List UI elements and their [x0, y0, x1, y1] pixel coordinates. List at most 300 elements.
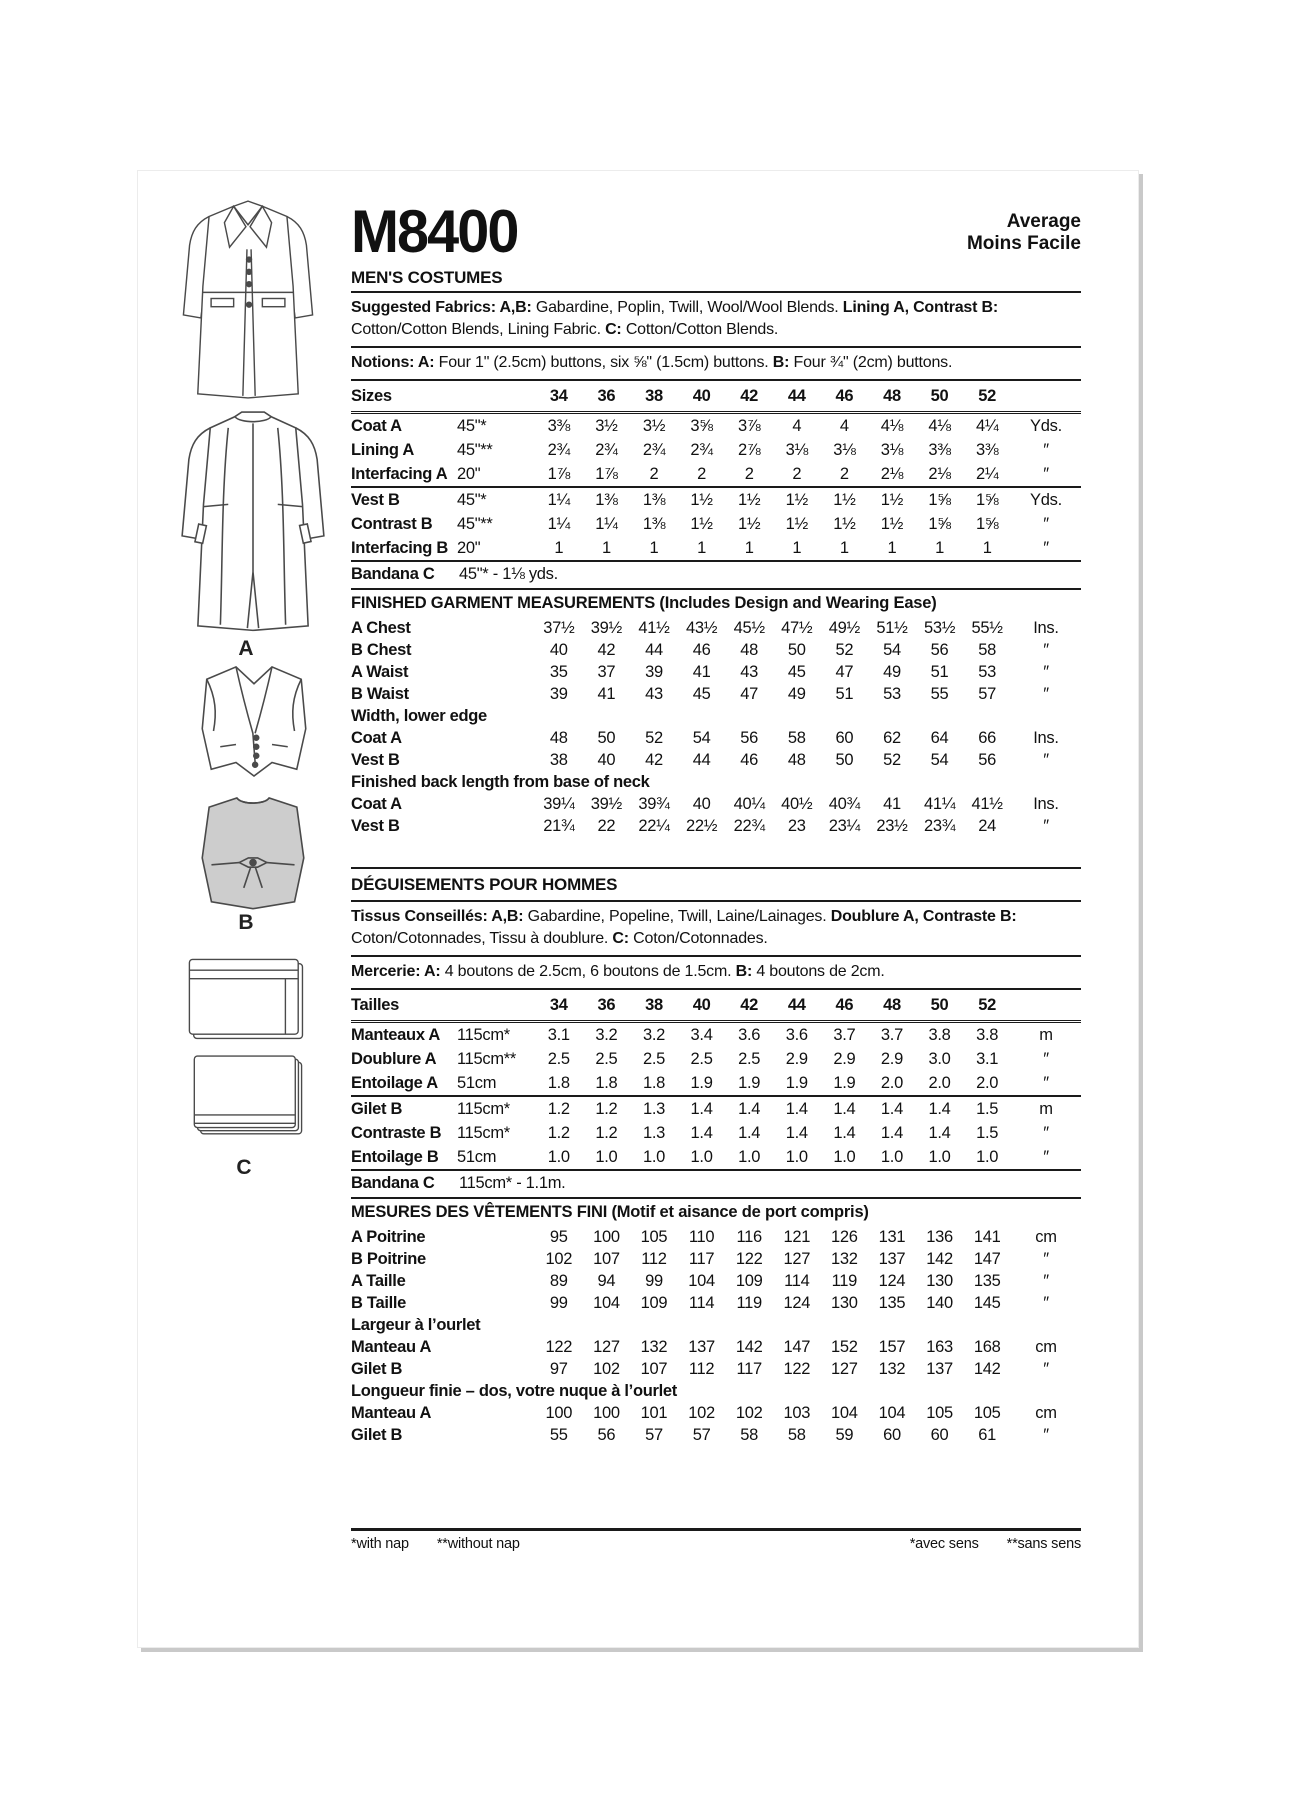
size-value: 62 — [883, 728, 901, 747]
size-value: 1.0 — [785, 1147, 808, 1166]
row-subheading: Width, lower edge — [351, 706, 487, 725]
pattern-number: M8400 — [351, 198, 518, 265]
size-value: 157 — [878, 1337, 906, 1356]
size-value: 135 — [973, 1271, 1001, 1290]
size-value: 4⅛ — [928, 416, 951, 435]
row-label: Coat A — [351, 728, 402, 747]
size-value: 2 — [792, 464, 802, 483]
row-label: Interfacing A — [351, 464, 448, 483]
fabric-width: 20" — [457, 464, 481, 483]
size-value: 1.9 — [833, 1073, 856, 1092]
size-value: 102 — [688, 1403, 715, 1422]
size-value: 1.0 — [928, 1147, 951, 1166]
size-value: 53 — [883, 684, 901, 703]
fabric-width-header — [457, 383, 535, 413]
size-value: 57 — [692, 1425, 711, 1444]
english-finished-measurements-table — [351, 617, 1081, 837]
fabric-width-header — [457, 992, 535, 1022]
size-value: 102 — [735, 1403, 763, 1422]
size-value: 1½ — [785, 514, 808, 533]
size-value: 1⅞ — [595, 464, 618, 483]
unit-label: ″ — [1043, 464, 1049, 483]
row-label: Interfacing B — [351, 538, 448, 557]
unit-label: ″ — [1043, 1147, 1049, 1166]
french-finished-measurements-table — [351, 1226, 1081, 1446]
size-value: 39¼ — [543, 794, 575, 813]
size-column-header: 38 — [630, 992, 678, 1022]
size-value: 2.9 — [833, 1049, 856, 1068]
size-value: 41¼ — [923, 794, 956, 813]
size-value: 119 — [831, 1271, 858, 1290]
fabric-width — [457, 815, 535, 837]
size-value: 104 — [878, 1403, 906, 1422]
size-column-header: 40 — [678, 992, 726, 1022]
size-value: 2.0 — [880, 1073, 903, 1092]
size-value: 3⅝ — [690, 416, 713, 435]
size-value: 1.4 — [725, 1096, 773, 1121]
fabric-width — [457, 749, 535, 771]
size-value: 3.2 — [642, 1025, 665, 1044]
size-value: 1½ — [868, 487, 916, 512]
size-value: 45 — [692, 684, 711, 703]
size-value: 130 — [831, 1293, 858, 1312]
size-value: 1¼ — [547, 514, 570, 533]
subheading-row — [351, 1380, 1081, 1402]
size-value: 1⅝ — [975, 514, 999, 533]
size-value: 1.4 — [738, 1123, 761, 1142]
size-header-label: Sizes — [351, 383, 457, 413]
size-value: 37½ — [543, 618, 575, 637]
size-value: 39 — [645, 662, 663, 681]
size-value: 124 — [783, 1293, 811, 1312]
table-row — [351, 1424, 1081, 1446]
size-value: 2.0 — [976, 1073, 999, 1092]
size-value: 99 — [645, 1271, 663, 1290]
unit-label: ″ — [1043, 1073, 1049, 1092]
size-value: 135 — [878, 1293, 906, 1312]
unit-label: ″ — [1043, 816, 1049, 835]
table-row — [351, 462, 1081, 487]
size-value: 1½ — [821, 487, 869, 512]
size-value: 52 — [645, 728, 663, 747]
table-row — [351, 1270, 1081, 1292]
size-value: 57 — [978, 684, 997, 703]
table-row — [351, 1121, 1081, 1145]
size-value: 3⅛ — [785, 440, 808, 459]
size-value: 55½ — [971, 618, 1003, 637]
fabric-width: 45"** — [457, 440, 493, 459]
size-value: 2¾ — [547, 440, 570, 459]
size-value: 2¾ — [690, 440, 713, 459]
size-value: 3½ — [595, 416, 618, 435]
size-value: 2¾ — [595, 440, 618, 459]
fabric-width — [457, 1358, 535, 1380]
table-row — [351, 1047, 1081, 1071]
size-value: 24 — [978, 816, 997, 835]
unit-header — [1011, 383, 1081, 413]
size-value: 60 — [835, 728, 854, 747]
size-value: 56 — [740, 728, 759, 747]
table-row — [351, 1170, 1081, 1195]
size-value: 3.7 — [880, 1025, 903, 1044]
size-column-header: 38 — [630, 383, 678, 413]
row-label: B Chest — [351, 640, 412, 659]
size-value: 1⅞ — [547, 464, 570, 483]
table-row — [351, 1292, 1081, 1314]
size-value: 44 — [692, 750, 711, 769]
fabric-width — [457, 793, 535, 815]
unit-label: ″ — [1043, 1123, 1049, 1142]
size-value: 1.4 — [928, 1123, 951, 1142]
size-value: 1.8 — [642, 1073, 665, 1092]
bandana-folded-illustration — [183, 953, 311, 1047]
table-row — [351, 683, 1081, 705]
size-value: 2⅛ — [928, 464, 951, 483]
size-value: 55 — [549, 1425, 568, 1444]
size-value: 3.8 — [976, 1025, 999, 1044]
footnote-without-nap: **without nap — [436, 1536, 520, 1552]
fabric-width — [457, 1336, 535, 1358]
size-value: 1.4 — [821, 1096, 869, 1121]
size-value: 2 — [649, 464, 659, 483]
size-column-header: 46 — [821, 383, 869, 413]
french-section-title: DÉGUISEMENTS POUR HOMMES — [351, 867, 1081, 902]
table-row — [351, 561, 1081, 586]
row-label: Contrast B — [351, 514, 433, 533]
fabric-width: 115cm* — [457, 1123, 510, 1142]
size-value: 137 — [878, 1249, 906, 1268]
header-row — [351, 198, 1081, 265]
size-value: 22¼ — [638, 816, 670, 835]
english-section-title: MEN'S COSTUMES — [351, 268, 1081, 293]
size-value: 114 — [688, 1293, 715, 1312]
row-label: Entoilage B — [351, 1147, 439, 1166]
size-value: 54 — [692, 728, 711, 747]
size-value: 3.7 — [833, 1025, 856, 1044]
pattern-envelope-back — [137, 170, 1139, 1648]
size-value: 64 — [930, 728, 949, 747]
size-value: 1 — [792, 538, 802, 557]
size-value: 132 — [831, 1249, 858, 1268]
row-label: Bandana C — [351, 561, 457, 586]
size-value: 52 — [835, 640, 854, 659]
size-value: 1¼ — [595, 514, 618, 533]
size-value: 1.2 — [547, 1123, 570, 1142]
size-value: 1.0 — [976, 1147, 999, 1166]
size-value: 51 — [930, 662, 949, 681]
size-value: 1 — [601, 538, 611, 557]
table-row — [351, 749, 1081, 771]
table-row — [351, 617, 1081, 639]
table-row — [351, 1402, 1081, 1424]
vest-back-illustration — [193, 791, 313, 911]
unit-label: cm — [1035, 1337, 1057, 1356]
size-value: 61 — [978, 1425, 997, 1444]
size-value: 102 — [593, 1359, 620, 1378]
fabric-width: 115cm* — [457, 1096, 535, 1121]
size-value: 3½ — [642, 416, 666, 435]
row-label: A Waist — [351, 662, 409, 681]
size-value: 1.4 — [916, 1096, 964, 1121]
size-value: 112 — [641, 1249, 667, 1268]
difficulty-english: Average — [1006, 211, 1081, 232]
row-label: Gilet B — [351, 1359, 403, 1378]
size-value: 3.6 — [785, 1025, 808, 1044]
size-value: 1.4 — [678, 1096, 726, 1121]
size-value: 45½ — [733, 618, 765, 637]
size-column-header: 40 — [678, 383, 726, 413]
size-value: 1.0 — [547, 1147, 570, 1166]
unit-header — [1011, 992, 1081, 1022]
size-column-header: 44 — [773, 992, 821, 1022]
content-column — [351, 193, 1081, 1446]
french-suggested-fabrics: Tissus Conseillés: A,B: Gabardine, Popeline, Twill, Laine/Lainages. Doublure A, Contraste B: Coton/Cotonnades, Tissu à doublure. C: Coton/Cotonnades. — [351, 902, 1081, 957]
row-full-text: 45"* - 1⅛ yds. — [457, 561, 1081, 586]
size-value: 122 — [545, 1337, 573, 1356]
size-column-header: 42 — [725, 383, 773, 413]
fabric-width — [457, 683, 535, 705]
size-value: 1.5 — [976, 1123, 999, 1142]
size-value: 3.1 — [547, 1025, 570, 1044]
size-value: 110 — [688, 1227, 715, 1246]
size-value: 97 — [549, 1359, 568, 1378]
size-value: 60 — [883, 1425, 901, 1444]
size-value: 94 — [597, 1271, 616, 1290]
row-label: Lining A — [351, 440, 414, 459]
size-value: 1 — [744, 538, 754, 557]
size-value: 48 — [787, 750, 806, 769]
size-value: 1.2 — [595, 1123, 618, 1142]
row-label: B Taille — [351, 1293, 407, 1312]
view-c-label: C — [236, 1156, 252, 1179]
fabric-width — [457, 1248, 535, 1270]
unit-label: ″ — [1043, 514, 1049, 533]
unit-label: Yds. — [1030, 416, 1062, 435]
fabric-width — [457, 617, 535, 639]
size-value: 1.0 — [595, 1147, 618, 1166]
size-value: 22½ — [685, 816, 718, 835]
footnote-with-nap: *with nap — [351, 1536, 409, 1552]
size-value: 51½ — [876, 618, 908, 637]
fabric-width — [457, 1424, 535, 1446]
size-value: 1.4 — [833, 1123, 856, 1142]
fabric-width — [457, 1226, 535, 1248]
size-value: 1.8 — [595, 1073, 618, 1092]
table-row — [351, 1226, 1081, 1248]
table-row — [351, 438, 1081, 462]
size-value: 2⅛ — [880, 464, 904, 483]
size-value: 4 — [839, 416, 849, 435]
english-yardage-table — [351, 383, 1081, 586]
size-value: 39½ — [590, 618, 622, 637]
size-value: 3⅛ — [833, 440, 856, 459]
size-value: 1.2 — [535, 1096, 583, 1121]
size-value: 48 — [549, 728, 568, 747]
size-value: 141 — [973, 1227, 1001, 1246]
size-value: 89 — [549, 1271, 568, 1290]
size-value: 152 — [831, 1337, 858, 1356]
unit-label: ″ — [1043, 1425, 1049, 1444]
table-row — [351, 793, 1081, 815]
size-value: 66 — [978, 728, 997, 747]
unit-label: Yds. — [1011, 487, 1081, 512]
size-value: 103 — [783, 1403, 811, 1422]
unit-label: Ins. — [1033, 794, 1059, 813]
size-column-header: 36 — [583, 992, 631, 1022]
size-value: 2.0 — [928, 1073, 951, 1092]
size-value: 43 — [645, 684, 663, 703]
size-value: 40½ — [781, 794, 813, 813]
fabric-width: 45"** — [457, 514, 493, 533]
size-value: 145 — [973, 1293, 1001, 1312]
size-value: 100 — [593, 1227, 620, 1246]
unit-label: Ins. — [1033, 728, 1059, 747]
unit-label: ″ — [1043, 538, 1049, 557]
size-value: 59 — [835, 1425, 854, 1444]
size-value: 23½ — [876, 816, 908, 835]
size-value: 46 — [740, 750, 759, 769]
row-label: Bandana C — [351, 1170, 457, 1195]
size-value: 107 — [593, 1249, 620, 1268]
footnote-row — [351, 1528, 1081, 1552]
size-value: 40 — [549, 640, 568, 659]
fabric-width: 45"* — [457, 487, 535, 512]
table-row — [351, 1336, 1081, 1358]
size-value: 2.5 — [547, 1049, 570, 1068]
row-label: B Waist — [351, 684, 409, 703]
size-column-header: 48 — [868, 992, 916, 1022]
size-value: 1.4 — [773, 1096, 821, 1121]
size-value: 42 — [597, 640, 616, 659]
size-value: 2.9 — [785, 1049, 808, 1068]
unit-label: Ins. — [1033, 618, 1059, 637]
size-value: 1⅜ — [583, 487, 631, 512]
size-value: 104 — [593, 1293, 620, 1312]
size-value: 1⅜ — [642, 514, 666, 533]
size-value: 1.4 — [868, 1096, 916, 1121]
size-value: 3.0 — [928, 1049, 951, 1068]
unit-label: ″ — [1043, 440, 1049, 459]
size-value: 1.9 — [738, 1073, 761, 1092]
table-row — [351, 536, 1081, 561]
table-row — [351, 727, 1081, 749]
fabric-width — [457, 639, 535, 661]
size-value: 99 — [549, 1293, 568, 1312]
size-value: 1.0 — [642, 1147, 665, 1166]
size-value: 55 — [930, 684, 949, 703]
unit-label: ″ — [1043, 640, 1049, 659]
row-label: Vest B — [351, 750, 400, 769]
size-value: 137 — [688, 1337, 715, 1356]
size-value: 48 — [740, 640, 759, 659]
size-value: 1⅝ — [963, 487, 1011, 512]
size-value: 132 — [878, 1359, 906, 1378]
size-value: 53½ — [923, 618, 956, 637]
view-b-label: B — [238, 911, 254, 934]
size-value: 3.6 — [738, 1025, 761, 1044]
size-value: 105 — [973, 1403, 1001, 1422]
table-row — [351, 639, 1081, 661]
subheading-row — [351, 1314, 1081, 1336]
size-value: 2.5 — [642, 1049, 665, 1068]
size-value: 1.4 — [880, 1123, 903, 1142]
size-header-row — [351, 383, 1081, 413]
size-value: 107 — [640, 1359, 668, 1378]
subheading-row — [351, 705, 1081, 727]
row-label: Vest B — [351, 487, 457, 512]
fabric-width: 115cm* — [457, 1025, 510, 1044]
size-value: 102 — [545, 1249, 573, 1268]
row-label: Doublure A — [351, 1049, 437, 1068]
coat-back-illustration — [163, 403, 343, 635]
row-label: Contraste B — [351, 1123, 442, 1142]
size-value: 100 — [593, 1403, 620, 1422]
size-column-header: 52 — [963, 383, 1011, 413]
difficulty-french: Moins Facile — [966, 233, 1081, 255]
fabric-width — [457, 727, 535, 749]
fabric-width: 45"* — [457, 416, 487, 435]
size-value: 41 — [597, 684, 616, 703]
size-value: 2.5 — [595, 1049, 618, 1068]
size-value: 121 — [783, 1227, 811, 1246]
table-row — [351, 1096, 1081, 1121]
row-label: A Poitrine — [351, 1227, 426, 1246]
size-value: 3⅜ — [547, 416, 570, 435]
size-value: 4 — [792, 416, 802, 435]
size-value: 3⅞ — [738, 416, 761, 435]
size-value: 147 — [973, 1249, 1001, 1268]
size-value: 1⅜ — [630, 487, 678, 512]
table-row — [351, 1248, 1081, 1270]
size-column-header: 50 — [916, 383, 964, 413]
size-value: 58 — [740, 1425, 759, 1444]
size-column-header: 52 — [963, 992, 1011, 1022]
size-value: 43½ — [685, 618, 718, 637]
size-value: 1.8 — [547, 1073, 570, 1092]
size-value: 41 — [692, 662, 711, 681]
fabric-width — [457, 1270, 535, 1292]
row-label: Manteaux A — [351, 1025, 440, 1044]
fabric-width: 20" — [457, 538, 481, 557]
size-value: 104 — [688, 1271, 715, 1290]
size-value: 2 — [697, 464, 707, 483]
row-label: B Poitrine — [351, 1249, 426, 1268]
table-row — [351, 815, 1081, 837]
size-value: 142 — [735, 1337, 763, 1356]
subheading-row — [351, 771, 1081, 793]
fabric-width — [457, 661, 535, 683]
size-value: 56 — [930, 640, 949, 659]
size-value: 50 — [835, 750, 854, 769]
size-value: 1 — [887, 538, 897, 557]
size-header-label: Tailles — [351, 992, 457, 1022]
size-value: 40 — [692, 794, 711, 813]
fabric-width — [457, 1292, 535, 1314]
french-yardage-table — [351, 992, 1081, 1195]
size-value: 1.9 — [785, 1073, 808, 1092]
size-value: 2⅞ — [738, 440, 761, 459]
size-value: 49½ — [828, 618, 860, 637]
size-column-header: 36 — [583, 383, 631, 413]
size-value: 126 — [831, 1227, 858, 1246]
size-value: 1.9 — [690, 1073, 713, 1092]
unit-label: ″ — [1043, 1293, 1049, 1312]
size-value: 42 — [645, 750, 663, 769]
french-notions: Mercerie: A: 4 boutons de 2.5cm, 6 boutons de 1.5cm. B: 4 boutons de 2cm. — [351, 957, 1081, 990]
size-value: 41½ — [638, 618, 670, 637]
size-value: 2.5 — [738, 1049, 761, 1068]
size-value: 132 — [640, 1337, 668, 1356]
